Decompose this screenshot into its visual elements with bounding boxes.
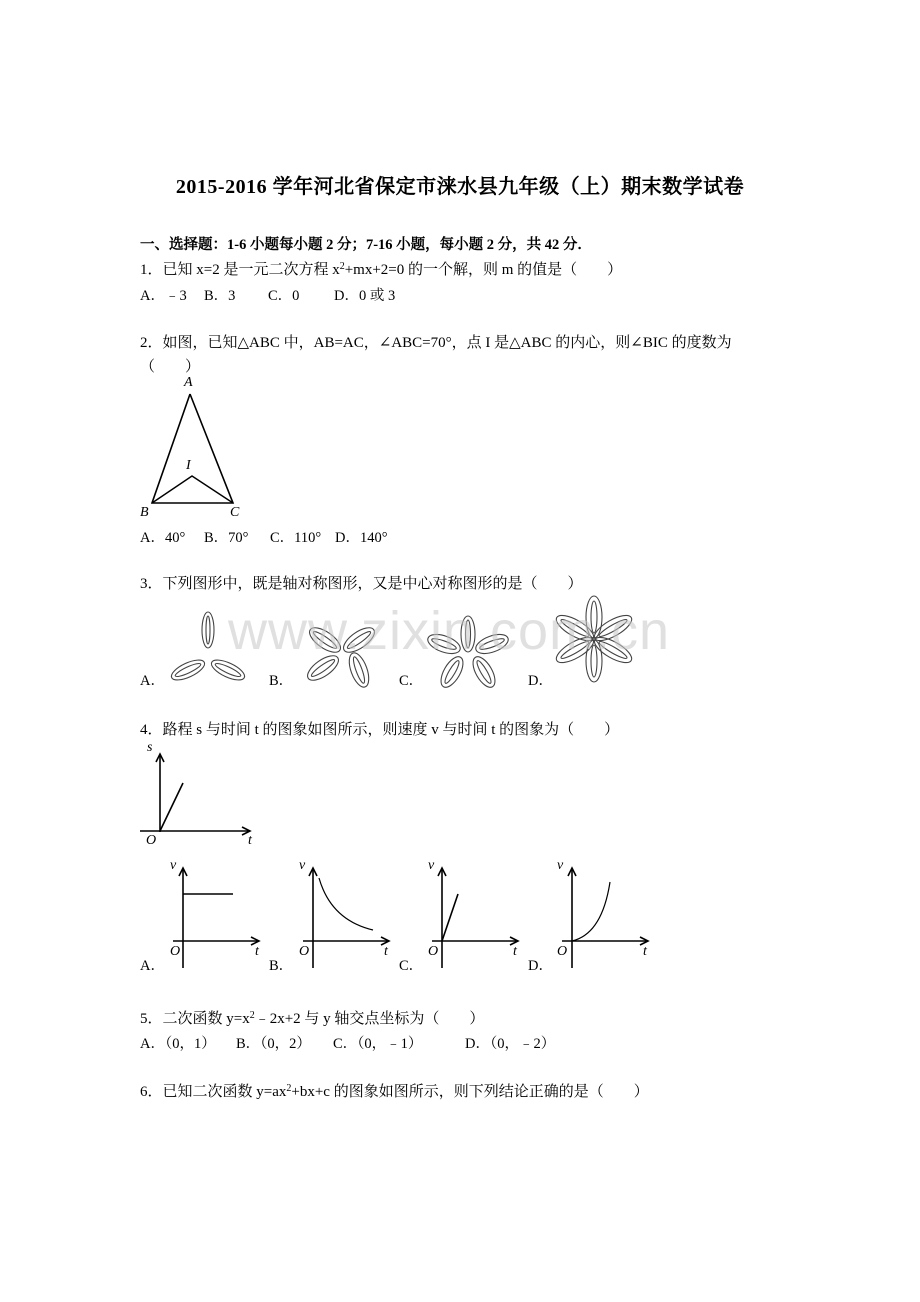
s-t-line <box>160 783 183 831</box>
question-1 <box>140 258 622 279</box>
q3-label-c: C． <box>399 673 424 689</box>
q1-text-a: 1．已知 x=2 是一元二次方程 x <box>140 262 340 278</box>
q2-option-a: A．40° <box>140 530 186 546</box>
origin-label: O <box>146 833 157 848</box>
s-axis-label: s <box>147 740 153 755</box>
question-2-bracket: （ ） <box>140 359 201 375</box>
opt-c-t-label: t <box>513 944 517 959</box>
incenter-lines <box>152 476 233 503</box>
q4-label-a: A． <box>140 958 165 974</box>
opt-a-t-label: t <box>255 944 259 959</box>
opt-d-t-label: t <box>643 944 647 959</box>
q1-text-b: +mx+2=0 的一个解，则 m 的值是（ ） <box>344 262 623 278</box>
page-title: 2015-2016 学年河北省保定市涞水县九年级（上）期末数学试卷 <box>175 176 745 198</box>
q2-option-c: C．110° <box>270 530 322 546</box>
q3-label-d: D． <box>528 673 553 689</box>
q1-option-d: D．0 或 3 <box>334 288 396 304</box>
q3-label-b: B． <box>269 673 294 689</box>
increasing-line <box>442 894 458 941</box>
section-heading: 一、选择题：1-6 小题每小题 2 分；7-16 小题，每小题 2 分，共 42 分． <box>140 237 592 253</box>
watermark: www.zixin.com.cn <box>228 601 671 661</box>
opt-d-origin: O <box>557 944 568 959</box>
t-axis-label: t <box>248 833 252 848</box>
question-2: 2．如图，已知△ABC 中，AB=AC，∠ABC=70°，点 I 是△ABC 的内心，则∠BIC 的度数为 <box>140 335 732 351</box>
triangle-figure <box>140 378 250 520</box>
q5-option-d: D．（0，﹣2） <box>465 1036 556 1052</box>
q1-option-b: B．3 <box>204 288 236 304</box>
question-4: 4．路程 s 与时间 t 的图象如图所示，则速度 v 与时间 t 的图象为（ ） <box>140 722 620 738</box>
parabola-curve <box>572 882 610 941</box>
q5-option-b: B．（0，2） <box>236 1036 311 1052</box>
triangle-abc <box>152 394 233 503</box>
q5-text-a: 5．二次函数 y=x <box>140 1011 250 1027</box>
label-i: I <box>186 458 191 473</box>
opt-c-v-label: v <box>428 858 435 873</box>
q5-option-a: A．（0，1） <box>140 1036 216 1052</box>
question-5 <box>140 1007 484 1028</box>
q2-option-d: D．140° <box>335 530 388 546</box>
opt-b-v-label: v <box>299 858 306 873</box>
label-a: A <box>184 375 193 390</box>
q5-sup: 2 <box>249 1010 255 1021</box>
question-3: 3．下列图形中，既是轴对称图形，又是中心对称图形的是（ ） <box>140 576 583 592</box>
q1-option-c: C．0 <box>268 288 300 304</box>
label-b: B <box>140 505 149 520</box>
opt-d-v-label: v <box>557 858 564 873</box>
opt-b-origin: O <box>299 944 310 959</box>
label-c: C <box>230 505 240 520</box>
q4-label-b: B． <box>269 958 294 974</box>
q1-option-a: A．﹣3 <box>140 288 187 304</box>
opt-c-origin: O <box>428 944 439 959</box>
decreasing-curve <box>319 878 373 930</box>
opt-a-v-label: v <box>170 858 177 873</box>
question-6 <box>140 1080 649 1101</box>
q4-label-d: D． <box>528 958 553 974</box>
q6-sup: 2 <box>286 1083 292 1094</box>
opt-a-origin: O <box>170 944 181 959</box>
q5-option-c: C．（0，﹣1） <box>333 1036 423 1052</box>
opt-b-t-label: t <box>384 944 388 959</box>
q3-label-a: A． <box>140 673 165 689</box>
q6-text-b: +bx+c 的图象如图所示，则下列结论正确的是（ ） <box>291 1084 649 1100</box>
q6-text-a: 6．已知二次函数 y=ax <box>140 1084 287 1100</box>
q2-option-b: B．70° <box>204 530 249 546</box>
q5-text-b: ﹣2x+2 与 y 轴交点坐标为（ ） <box>254 1011 485 1027</box>
q1-sup: 2 <box>339 261 345 272</box>
q4-label-c: C． <box>399 958 424 974</box>
